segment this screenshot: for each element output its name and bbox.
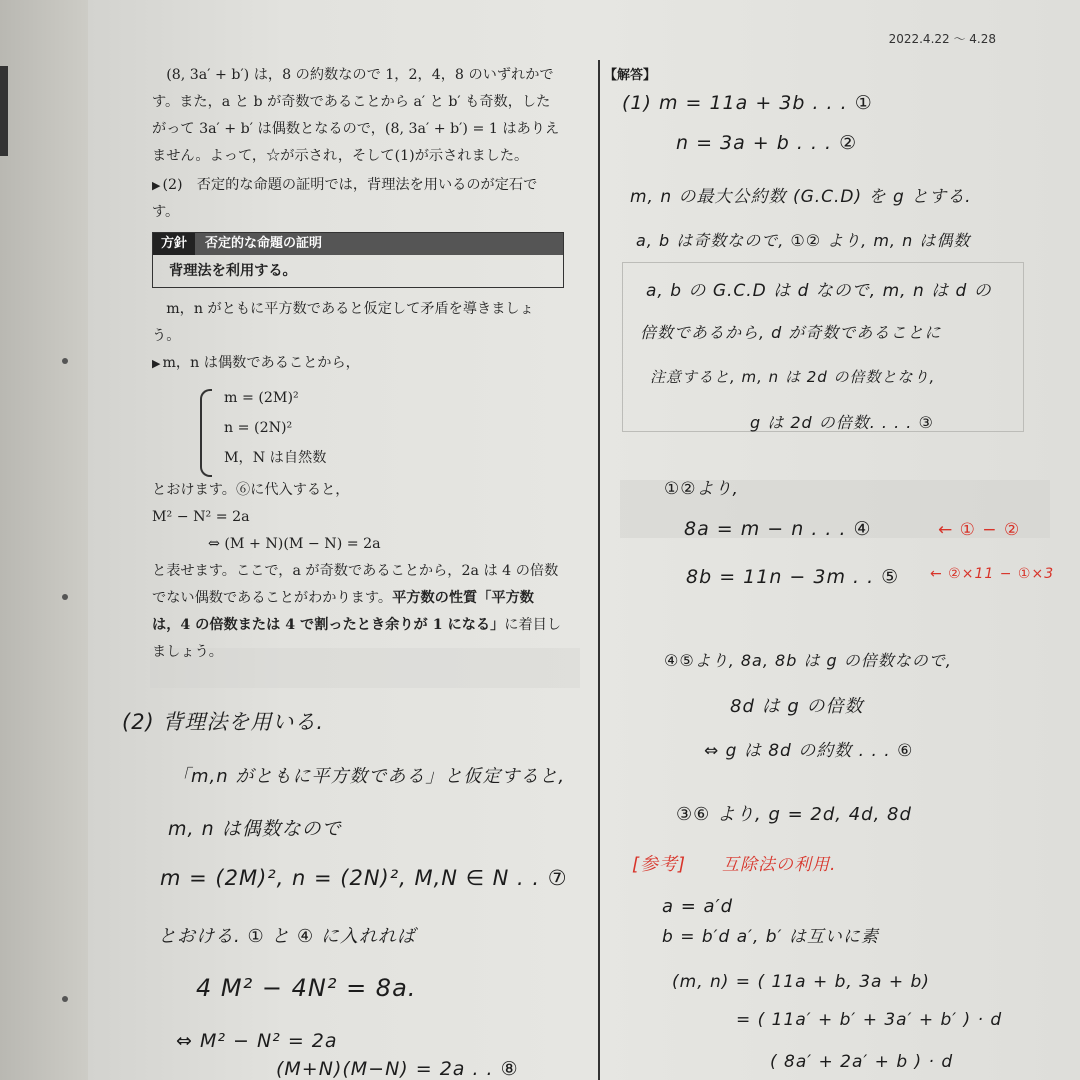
policy-box: [152, 232, 564, 288]
handwritten-line: とおける. ① と ④ に入れれば: [158, 926, 416, 947]
handwritten-line: 8b = 11n − 3m . . ⑤: [686, 566, 900, 588]
handwritten-line: = ( 11a′ + b′ + 3a′ + b′ ) · d: [736, 1010, 1003, 1030]
handwritten-note-red: ← ① − ②: [938, 520, 1021, 540]
handwritten-line: (m, n) = ( 11a + b, 3a + b): [672, 972, 930, 992]
handwritten-line: m, n の最大公約数 (G.C.D) を g とする.: [630, 187, 972, 207]
brace: [200, 389, 212, 477]
policy-body: 背理法を利用する。: [169, 263, 297, 279]
handwritten-line: a = a′d: [662, 896, 734, 917]
paragraph: (8, 3a′ + b′) は，8 の約数なので 1，2，4，8 のいずれかです。また，a と b が奇数であることから a′ と b′ も奇数，したがって 3a′ + b′ は偶数となるので，(8, 3a′ + b′) = 1 はありえません。よって，☆が示され，そして(1)が示されました。: [152, 67, 560, 164]
handwritten-line: ⇔ M² − N² = 2a: [176, 1030, 338, 1052]
handwritten-line: 注意すると, m, n は 2d の倍数となり,: [650, 368, 936, 386]
handwritten-line: m = (2M)², n = (2N)², M,N ∈ N . . ⑦: [160, 866, 568, 890]
equation-system: [200, 383, 562, 473]
equation: M，N は自然数: [224, 450, 327, 466]
handwritten-line: n = 3a + b . . . ②: [676, 132, 858, 154]
handwritten-line: ( 8a′ + 2a′ + b ) · d: [770, 1052, 954, 1072]
text-run-bold: 平方数の性質「平方数は，4 の倍数または 4 で割ったとき余りが 1 になる」: [152, 590, 534, 633]
paragraph: [152, 558, 562, 666]
paragraph: m，n がともに平方数であると仮定して矛盾を導きましょう。: [152, 301, 534, 344]
handwritten-line: 8a = m − n . . . ④: [684, 518, 872, 540]
text-run: に着目しましょう。: [152, 617, 562, 660]
adjacent-page: [0, 0, 88, 1080]
handwritten-note-red: ← ②×11 − ①×3: [930, 566, 1055, 582]
policy-tag: 方針: [153, 233, 195, 255]
equation: m = (2M)²: [224, 390, 299, 406]
handwritten-line: ⇔ g は 8d の約数 . . . ⑥: [704, 741, 914, 761]
answer-label: 【解答】: [604, 68, 657, 83]
text-run: と表せます。ここで，a が奇数であることから，2a は 4 の倍数でない偶数であることがわかります。: [152, 563, 559, 606]
handwritten-line: ④⑤より, 8a, 8b は g の倍数なので,: [664, 651, 952, 670]
handwritten-line: ③⑥ より, g = 2d, 4d, 8d: [676, 804, 912, 825]
handwritten-line: a, b は奇数なので, ①② より, m, n は偶数: [636, 231, 971, 250]
paragraph: とおけます。⑥に代入すると，: [152, 482, 350, 498]
handwritten-heading-red: [参考]: [632, 854, 687, 875]
paragraph: ▶ m，n は偶数であることから，: [152, 350, 562, 377]
equation: n = (2N)²: [224, 420, 293, 436]
handwritten-line: 「m,n がともに平方数である」と仮定すると,: [172, 766, 566, 787]
page-edge-tab: [0, 66, 8, 156]
handwritten-line: (M+N)(M−N) = 2a . . ⑧: [276, 1058, 519, 1080]
handwritten-line: (1) m = 11a + 3b . . . ①: [622, 92, 873, 114]
handwritten-line: g は 2d の倍数. . . . ③: [750, 413, 934, 432]
policy-title: 否定的な命題の証明: [205, 236, 323, 251]
date-range: 2022.4.22 ～ 4.28: [888, 32, 996, 46]
handwritten-heading-red: 互除法の利用.: [722, 855, 837, 875]
paragraph: ▶ (2) 否定的な命題の証明では，背理法を用いるのが定石です。: [152, 172, 562, 226]
printed-text-column: [152, 62, 562, 666]
policy-header: [153, 233, 563, 255]
handwritten-line: b = b′d a′, b′ は互いに素: [662, 927, 879, 947]
handwritten-line: ①②より,: [664, 479, 739, 499]
handwritten-line: m, n は偶数なので: [168, 818, 342, 840]
handwritten-line: 4 M² − 4N² = 8a.: [196, 974, 417, 1002]
handwritten-line: a, b の G.C.D は d なので, m, n は d の: [646, 281, 992, 301]
column-divider: [598, 60, 600, 1080]
handwritten-line: 倍数であるから, d が奇数であることに: [640, 323, 942, 342]
equation: ⇔ (M + N)(M − N) = 2a: [208, 536, 381, 552]
handwritten-line: (2) 背理法を用いる.: [122, 710, 325, 734]
handwritten-line: 8d は g の倍数: [730, 696, 864, 717]
equation: M² − N² = 2a: [152, 509, 250, 525]
